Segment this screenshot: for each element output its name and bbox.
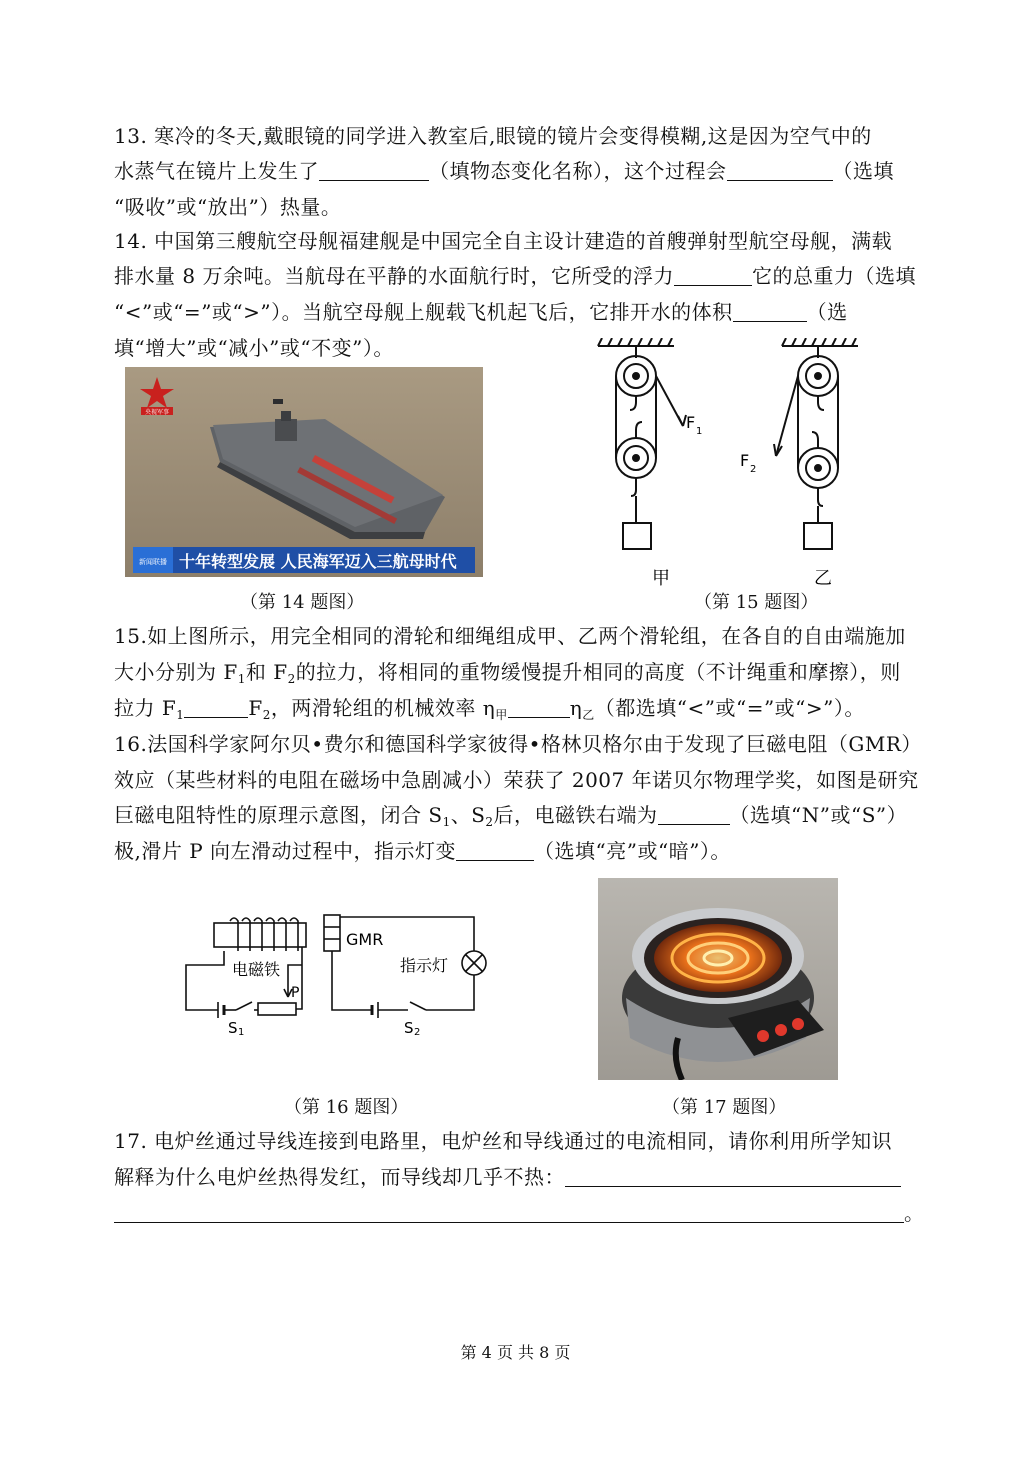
q14-line3: “<”或“=”或“>”）。当航空母舰上舰载飞机起飞后，它排开水的体积 （选 xyxy=(114,300,848,324)
label-S1: S xyxy=(228,1019,238,1035)
label-S2: S xyxy=(404,1019,414,1035)
q15-line1: 15.如上图所示，用完全相同的滑轮和细绳组成甲、乙两个滑轮组，在各自的自由端施加 xyxy=(114,624,906,648)
label-S1-sub: 1 xyxy=(238,1027,245,1035)
label-S2-sub: 2 xyxy=(414,1027,421,1035)
q17-line3: 。 xyxy=(114,1201,925,1225)
label-electromagnet: 电磁铁 xyxy=(232,960,281,979)
caption-fig17: （第 17 题图） xyxy=(662,1097,787,1118)
q14-line2: 排水量 8 万余吨。当航母在平静的水面航行时，它所受的浮力 它的总重力（选填 xyxy=(114,264,916,288)
q17-line1: 17. 电炉丝通过导线连接到电路里，电炉丝和导线通过的电流相同，请你利用所学知识 xyxy=(114,1129,893,1153)
q13-blank2[interactable] xyxy=(727,162,833,181)
q14-line1: 14. 中国第三艘航空母舰福建舰是中国完全自主设计建造的首艘弹射型航空母舰，满载 xyxy=(114,229,893,253)
label-F2: F xyxy=(740,451,750,470)
label-lamp: 指示灯 xyxy=(400,956,449,975)
q15-blank2[interactable] xyxy=(508,699,570,718)
q14-blank2[interactable] xyxy=(733,303,807,322)
q16-blank2[interactable] xyxy=(456,842,534,861)
gmr-circuit-diagram xyxy=(178,905,498,1035)
q16-blank1[interactable] xyxy=(658,806,730,825)
caption-fig16: （第 16 题图） xyxy=(284,1097,409,1118)
q15-blank1[interactable] xyxy=(184,699,248,718)
q17-line2: 解释为什么电炉丝热得发红，而导线却几乎不热： xyxy=(114,1165,901,1189)
q17-blank1[interactable] xyxy=(565,1168,901,1187)
label-gmr: GMR xyxy=(346,930,384,949)
q16-line3: 巨磁电阻特性的原理示意图，闭合 $S_1$、$S_2$后，电磁铁右端为 （选填“N”或“S”） xyxy=(114,803,908,829)
q15-line2: 大小分别为 $F_1$和 $F_2$的拉力，将相同的重物缓慢提升相同的高度（不计绳重和摩擦），则 xyxy=(114,660,901,686)
q14-blank1[interactable] xyxy=(674,267,752,286)
label-yi: 乙 xyxy=(814,568,832,589)
pulley-diagram xyxy=(590,338,870,593)
photo-caption: 十年转型发展 人民海军迈入三航母时代 xyxy=(179,552,457,571)
carrier-photo xyxy=(125,367,483,577)
page-footer: 第 4 页 共 8 页 xyxy=(460,1343,571,1362)
q16-line4: 极,滑片 P 向左滑动过程中，指示灯变 （选填“亮”或“暗”）。 xyxy=(114,839,731,863)
q17-blank2[interactable] xyxy=(114,1204,904,1223)
q13-line3: “吸收”或“放出”）热量。 xyxy=(114,195,342,219)
electric-stove-photo xyxy=(598,878,838,1080)
q15-line3: 拉力 $F_1$ $F_2$，两滑轮组的机械效率 $\eta_甲$ $\eta_乙$（都选填“<”或“=”或“>”）。 xyxy=(114,696,865,722)
q16-line1: 16.法国科学家阿尔贝•费尔和德国科学家彼得•格林贝格尔由于发现了巨磁电阻（GMR） xyxy=(114,732,922,756)
label-F2-sub: 2 xyxy=(750,464,757,475)
q13-line1: 13. 寒冷的冬天,戴眼镜的同学进入教室后,眼镜的镜片会变得模糊,这是因为空气中的 xyxy=(114,124,872,148)
label-F1-sub: 1 xyxy=(696,426,703,437)
label-jia: 甲 xyxy=(652,568,670,589)
q13-line2: 水蒸气在镜片上发生了 （填物态变化名称），这个过程会 （选填 xyxy=(114,159,894,183)
q13-blank1[interactable] xyxy=(319,162,429,181)
caption-fig15: （第 15 题图） xyxy=(694,592,819,613)
label-P: P xyxy=(291,985,300,1001)
photo-logo-text: 央视军事 xyxy=(144,409,170,416)
q16-line2: 效应（某些材料的电阻在磁场中急剧减小）荣获了 2007 年诺贝尔物理学奖，如图是研究 xyxy=(114,768,919,792)
label-F1: F xyxy=(686,413,696,432)
caption-fig14: （第 14 题图） xyxy=(240,592,365,613)
q14-line4: 填“增大”或“减小”或“不变”）。 xyxy=(114,336,394,360)
photo-badge: 新闻联播 xyxy=(139,558,167,566)
